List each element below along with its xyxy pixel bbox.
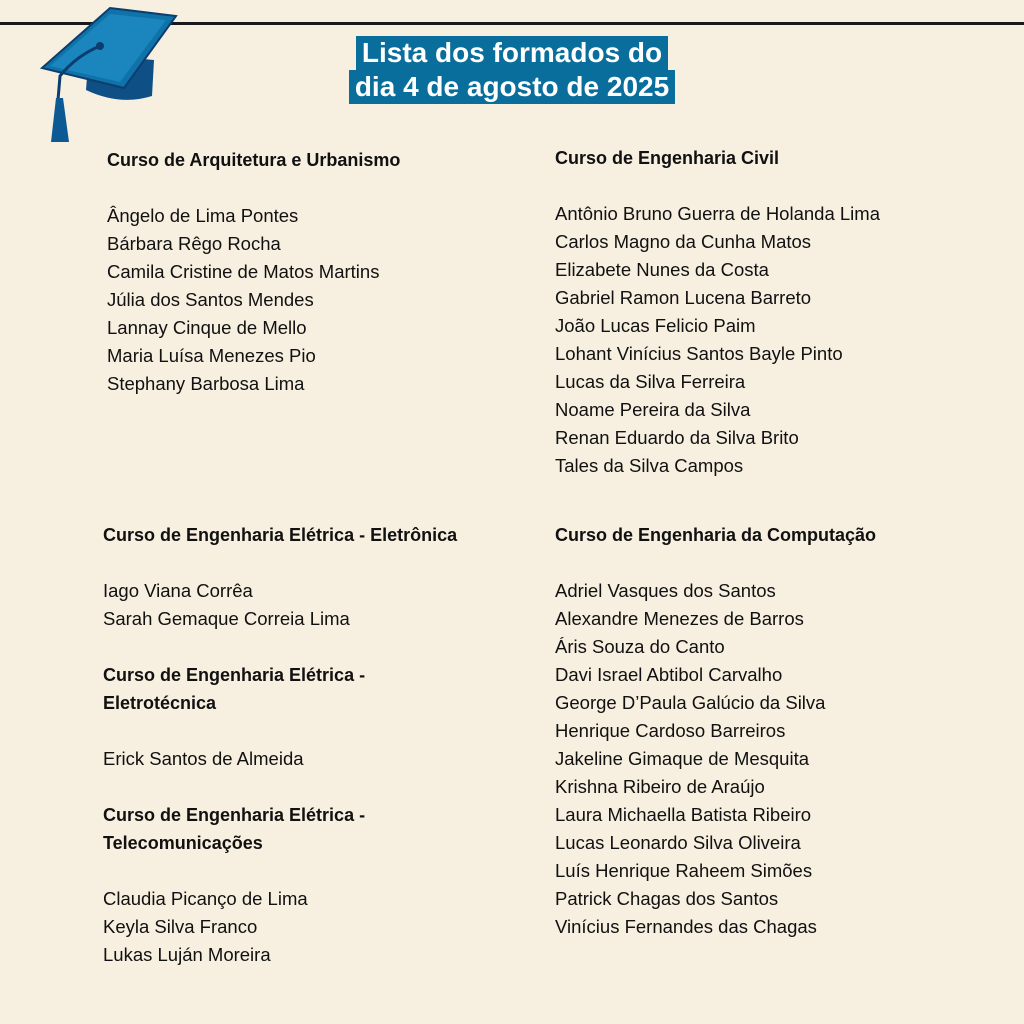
section-heading: Curso de Engenharia Civil xyxy=(555,148,780,168)
title-line-1: Lista dos formados do xyxy=(356,36,668,70)
section-eletronica xyxy=(103,521,457,633)
graduate-name: Gabriel Ramon Lucena Barreto xyxy=(555,287,812,308)
section-heading-line1: Curso de Engenharia Elétrica - xyxy=(103,805,366,825)
graduate-name: Lucas Leonardo Silva Oliveira xyxy=(555,832,801,853)
graduate-name: Jakeline Gimaque de Mesquita xyxy=(555,748,810,769)
page-title xyxy=(0,36,1024,104)
graduate-name: Lukas Luján Moreira xyxy=(103,944,271,965)
graduate-name: Elizabete Nunes da Costa xyxy=(555,259,769,280)
graduate-name: Lannay Cinque de Mello xyxy=(107,317,307,338)
section-arquitetura xyxy=(107,146,400,398)
graduate-name: Claudia Picanço de Lima xyxy=(103,888,308,909)
graduate-name: Sarah Gemaque Correia Lima xyxy=(103,608,350,629)
name-list xyxy=(103,885,457,969)
graduate-name: Noame Pereira da Silva xyxy=(555,399,751,420)
graduate-name: Renan Eduardo da Silva Brito xyxy=(555,427,799,448)
section-civil xyxy=(555,144,880,480)
section-heading-line2: Eletrotécnica xyxy=(103,693,217,713)
name-list xyxy=(103,745,457,773)
section-eletrotecnica xyxy=(103,661,457,773)
graduate-name: George D’Paula Galúcio da Silva xyxy=(555,692,826,713)
graduate-name: Iago Viana Corrêa xyxy=(103,580,253,601)
graduate-name: Maria Luísa Menezes Pio xyxy=(107,345,316,366)
graduate-name: Stephany Barbosa Lima xyxy=(107,373,305,394)
graduate-name: Laura Michaella Batista Ribeiro xyxy=(555,804,812,825)
section-heading: Curso de Engenharia da Computação xyxy=(555,525,877,545)
graduate-name: Ângelo de Lima Pontes xyxy=(107,205,299,226)
graduate-name: Adriel Vasques dos Santos xyxy=(555,580,776,601)
graduate-name: Tales da Silva Campos xyxy=(555,455,744,476)
graduate-name: Camila Cristine de Matos Martins xyxy=(107,261,380,282)
graduate-name: João Lucas Felicio Paim xyxy=(555,315,756,336)
graduate-name: Alexandre Menezes de Barros xyxy=(555,608,804,629)
name-list xyxy=(555,200,880,480)
section-heading-line1: Curso de Engenharia Elétrica - xyxy=(103,665,366,685)
graduate-name: Bárbara Rêgo Rocha xyxy=(107,233,281,254)
name-list xyxy=(103,577,457,633)
name-list xyxy=(555,577,876,941)
section-eletrica xyxy=(103,521,457,969)
graduate-name: Erick Santos de Almeida xyxy=(103,748,304,769)
title-line-2: dia 4 de agosto de 2025 xyxy=(349,70,675,104)
graduate-name: Keyla Silva Franco xyxy=(103,916,258,937)
section-heading: Curso de Engenharia Elétrica - Eletrônica xyxy=(103,525,458,545)
graduate-name: Davi Israel Abtibol Carvalho xyxy=(555,664,783,685)
graduate-name: Áris Souza do Canto xyxy=(555,636,725,657)
graduate-name: Lucas da Silva Ferreira xyxy=(555,371,746,392)
section-heading-line2: Telecomunicações xyxy=(103,833,263,853)
graduate-name: Krishna Ribeiro de Araújo xyxy=(555,776,765,797)
section-telecom xyxy=(103,801,457,969)
section-heading: Curso de Arquitetura e Urbanismo xyxy=(107,150,401,170)
section-computacao xyxy=(555,521,876,941)
graduate-name: Carlos Magno da Cunha Matos xyxy=(555,231,812,252)
graduate-name: Henrique Cardoso Barreiros xyxy=(555,720,786,741)
graduate-name: Patrick Chagas dos Santos xyxy=(555,888,779,909)
graduate-name: Luís Henrique Raheem Simões xyxy=(555,860,813,881)
graduate-name: Vinícius Fernandes das Chagas xyxy=(555,916,817,937)
graduate-name: Lohant Vinícius Santos Bayle Pinto xyxy=(555,343,843,364)
graduate-name: Antônio Bruno Guerra de Holanda Lima xyxy=(555,203,880,224)
graduate-name: Júlia dos Santos Mendes xyxy=(107,289,314,310)
name-list xyxy=(107,202,400,398)
